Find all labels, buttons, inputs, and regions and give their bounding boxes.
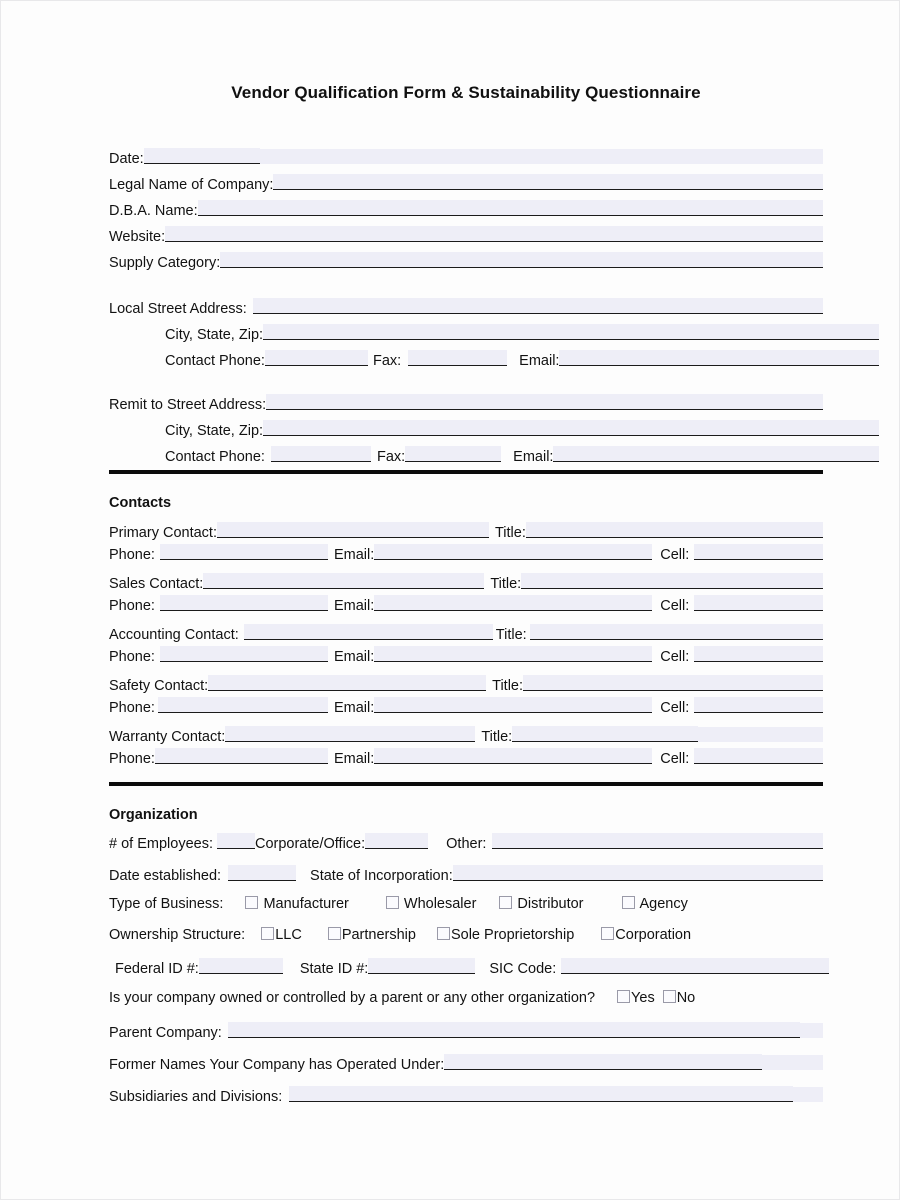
checkbox-label-partnership: Partnership: [341, 927, 416, 943]
local-fax-label: Fax:: [372, 353, 402, 369]
former-names-trailing-tint: [762, 1055, 823, 1070]
remit-phone-input[interactable]: [271, 446, 371, 462]
date-label: Date:: [109, 151, 144, 167]
checkbox-label-wholesaler: Wholesaler: [403, 896, 477, 912]
sic-code-label: SIC Code:: [489, 961, 557, 977]
contact-phone-input-sales[interactable]: [160, 595, 328, 611]
contact-name-input-sales[interactable]: [203, 573, 484, 589]
date-established-input[interactable]: [228, 865, 296, 881]
remit-email-label: Email:: [513, 449, 554, 465]
contact-cell-label-warranty: Cell:: [660, 751, 690, 767]
local-city-state-zip-label: City, State, Zip:: [165, 327, 264, 343]
contact-email-label-warranty: Email:: [333, 751, 375, 767]
website-label: Website:: [109, 229, 166, 245]
contact-phone-label-warranty: Phone:: [109, 751, 155, 767]
contact-cell-input-accounting[interactable]: [694, 646, 823, 662]
field-date-established-line: [109, 864, 823, 884]
contact-email-label-accounting: Email:: [333, 649, 375, 665]
checkbox-option-partnership[interactable]: [328, 926, 416, 943]
local-street-address-label: Local Street Address:: [109, 301, 247, 317]
remit-phone-label: Contact Phone:: [165, 449, 265, 465]
corporate-office-label: Corporate/Office:: [254, 836, 366, 852]
parent-company-input[interactable]: [228, 1022, 800, 1038]
local-fax-input[interactable]: [408, 350, 507, 366]
state-of-incorporation-label: State of Incorporation:: [310, 868, 453, 884]
dba-name-input[interactable]: [198, 200, 823, 216]
field-website: [109, 225, 823, 245]
checkbox-option-manufacturer[interactable]: [245, 895, 348, 912]
checkbox-icon[interactable]: [245, 896, 258, 909]
field-contact-comm-sales: [109, 594, 823, 614]
checkbox-icon[interactable]: [622, 896, 635, 909]
subsidiaries-trailing-tint: [793, 1087, 823, 1102]
local-phone-label: Contact Phone:: [165, 353, 265, 369]
employees-input[interactable]: [217, 833, 255, 849]
contact-title-label-primary: Title:: [494, 525, 526, 541]
contact-phone-input-accounting[interactable]: [160, 646, 328, 662]
checkbox-icon[interactable]: [437, 927, 450, 940]
field-contact-name-accounting: [109, 623, 823, 643]
checkbox-label-agency: Agency: [639, 896, 688, 912]
contact-cell-input-safety[interactable]: [694, 697, 823, 713]
contact-cell-input-sales[interactable]: [694, 595, 823, 611]
contact-phone-label-primary: Phone:: [109, 547, 155, 563]
checkbox-icon[interactable]: [328, 927, 341, 940]
contact-name-label-safety: Safety Contact:: [109, 678, 209, 694]
field-contact-name-primary: [109, 521, 823, 541]
contacts-heading: Contacts: [109, 495, 172, 511]
local-street-address-input[interactable]: [253, 298, 823, 314]
contact-email-label-primary: Email:: [333, 547, 375, 563]
field-local-contact-line: [109, 349, 879, 369]
checkbox-label-llc: LLC: [275, 927, 302, 943]
parent-company-trailing-tint: [800, 1023, 823, 1038]
contact-name-input-warranty[interactable]: [225, 726, 475, 742]
contact-name-input-accounting[interactable]: [244, 624, 493, 640]
field-contact-comm-warranty: [109, 747, 823, 767]
state-id-label: State ID #:: [299, 961, 369, 977]
date-trailing-tint: [260, 149, 823, 164]
parent-question-text: Is your company owned or controlled by a parent or any other organization?: [109, 990, 596, 1006]
supply-category-input[interactable]: [220, 252, 823, 268]
checkbox-option-parent-no[interactable]: [663, 989, 696, 1006]
contact-phone-input-primary[interactable]: [160, 544, 328, 560]
contact-name-label-accounting: Accounting Contact:: [109, 627, 239, 643]
state-id-input[interactable]: [368, 958, 475, 974]
contact-name-label-sales: Sales Contact:: [109, 576, 204, 592]
contact-title-label-sales: Title:: [490, 576, 522, 592]
local-phone-input[interactable]: [265, 350, 368, 366]
contact-title-trailing-tint-warranty: [698, 727, 823, 742]
contact-cell-input-warranty[interactable]: [694, 748, 823, 764]
field-contact-name-sales: [109, 572, 823, 592]
field-employees-line: [109, 832, 823, 852]
parent-company-label: Parent Company:: [109, 1025, 222, 1041]
local-email-label: Email:: [519, 353, 560, 369]
contact-title-input-accounting[interactable]: [530, 624, 823, 640]
checkbox-option-wholesaler[interactable]: [386, 895, 477, 912]
contact-email-input-safety[interactable]: [374, 697, 652, 713]
field-contact-comm-safety: [109, 696, 823, 716]
checkbox-label-yes: Yes: [631, 990, 655, 1006]
date-input[interactable]: [144, 148, 260, 164]
contact-title-label-safety: Title:: [492, 678, 524, 694]
field-type-of-business: [109, 895, 823, 912]
former-names-input[interactable]: [444, 1054, 762, 1070]
field-local-city-state-zip: [109, 323, 879, 343]
field-parent-question: [109, 989, 823, 1006]
remit-street-address-input[interactable]: [266, 394, 823, 410]
contact-email-label-sales: Email:: [333, 598, 375, 614]
contact-title-input-sales[interactable]: [521, 573, 823, 589]
checkbox-icon[interactable]: [601, 927, 614, 940]
sic-code-input[interactable]: [561, 958, 829, 974]
corporate-office-input[interactable]: [365, 833, 428, 849]
contact-email-input-warranty[interactable]: [374, 748, 652, 764]
checkbox-option-corporation[interactable]: [601, 926, 691, 943]
contact-name-label-primary: Primary Contact:: [109, 525, 217, 541]
contact-phone-input-safety[interactable]: [158, 697, 328, 713]
contact-email-input-primary[interactable]: [374, 544, 652, 560]
contact-title-label-accounting: Title:: [495, 627, 527, 643]
subsidiaries-input[interactable]: [289, 1086, 793, 1102]
field-contact-name-warranty: [109, 725, 823, 745]
contact-cell-label-primary: Cell:: [660, 547, 690, 563]
checkbox-icon[interactable]: [386, 896, 399, 909]
contact-cell-label-sales: Cell:: [660, 598, 690, 614]
contact-name-input-primary[interactable]: [217, 522, 489, 538]
field-remit-city-state-zip: [109, 419, 879, 439]
checkbox-label-corporation: Corporation: [615, 927, 692, 943]
remit-fax-label: Fax:: [376, 449, 406, 465]
section-divider-organization: [109, 782, 823, 786]
contact-email-input-accounting[interactable]: [374, 646, 652, 662]
field-subsidiaries: [109, 1085, 823, 1105]
field-former-names: [109, 1053, 823, 1073]
contact-name-input-safety[interactable]: [208, 675, 486, 691]
remit-city-state-zip-label: City, State, Zip:: [165, 423, 264, 439]
checkbox-label-no: No: [676, 990, 696, 1006]
contact-name-label-warranty: Warranty Contact:: [109, 729, 226, 745]
dba-name-label: D.B.A. Name:: [109, 203, 198, 219]
field-remit-street-address: [109, 393, 823, 413]
contact-title-label-warranty: Title:: [481, 729, 513, 745]
field-ids-line: [109, 957, 829, 977]
local-email-input[interactable]: [559, 350, 879, 366]
supply-category-label: Supply Category:: [109, 255, 221, 271]
section-divider-contacts: [109, 470, 823, 474]
checkbox-option-agency[interactable]: [622, 895, 688, 912]
type-of-business-label: Type of Business:: [109, 896, 224, 912]
contact-title-input-safety[interactable]: [523, 675, 823, 691]
checkbox-option-llc[interactable]: [261, 926, 302, 943]
subsidiaries-label: Subsidiaries and Divisions:: [109, 1089, 283, 1105]
website-input[interactable]: [165, 226, 823, 242]
employees-label: # of Employees:: [109, 836, 213, 852]
contact-cell-label-accounting: Cell:: [660, 649, 690, 665]
federal-id-input[interactable]: [199, 958, 283, 974]
checkbox-icon[interactable]: [499, 896, 512, 909]
field-local-street-address: [109, 297, 823, 317]
other-input[interactable]: [492, 833, 823, 849]
local-city-state-zip-input[interactable]: [263, 324, 879, 340]
checkbox-option-distributor[interactable]: [499, 895, 583, 912]
field-legal-name: [109, 173, 823, 193]
field-contact-comm-accounting: [109, 645, 823, 665]
field-supply-category: [109, 251, 823, 271]
remit-city-state-zip-input[interactable]: [263, 420, 879, 436]
contact-email-label-safety: Email:: [333, 700, 375, 716]
contact-email-input-sales[interactable]: [374, 595, 652, 611]
remit-street-address-label: Remit to Street Address:: [109, 397, 267, 413]
contact-title-input-primary[interactable]: [526, 522, 823, 538]
field-ownership-structure: [109, 926, 823, 943]
contact-title-input-warranty[interactable]: [512, 726, 698, 742]
checkbox-icon[interactable]: [663, 990, 676, 1003]
federal-id-label: Federal ID #:: [115, 961, 199, 977]
checkbox-label-sole-proprietorship: Sole Proprietorship: [450, 927, 575, 943]
remit-fax-input[interactable]: [405, 446, 501, 462]
contact-phone-input-warranty[interactable]: [155, 748, 328, 764]
checkbox-label-distributor: Distributor: [517, 896, 584, 912]
field-parent-company: [109, 1021, 823, 1041]
contact-cell-input-primary[interactable]: [694, 544, 823, 560]
other-label: Other:: [446, 836, 487, 852]
checkbox-option-sole-proprietorship[interactable]: [437, 926, 574, 943]
contact-phone-label-sales: Phone:: [109, 598, 155, 614]
field-dba-name: [109, 199, 823, 219]
field-remit-contact-line: [109, 445, 879, 465]
checkbox-icon[interactable]: [617, 990, 630, 1003]
page-title: Vendor Qualification Form & Sustainability Questionnaire: [231, 83, 701, 102]
field-date: [109, 147, 823, 167]
checkbox-label-manufacturer: Manufacturer: [263, 896, 349, 912]
contact-cell-label-safety: Cell:: [660, 700, 690, 716]
state-of-incorporation-input[interactable]: [453, 865, 823, 881]
former-names-label: Former Names Your Company has Operated Under:: [109, 1057, 445, 1073]
ownership-structure-label: Ownership Structure:: [109, 927, 246, 943]
organization-heading: Organization: [109, 807, 198, 823]
contact-phone-label-accounting: Phone:: [109, 649, 155, 665]
date-established-label: Date established:: [109, 868, 222, 884]
legal-name-input[interactable]: [273, 174, 823, 190]
remit-email-input[interactable]: [553, 446, 879, 462]
checkbox-option-parent-yes[interactable]: [617, 989, 655, 1006]
contact-phone-label-safety: Phone:: [109, 700, 155, 716]
field-contact-comm-primary: [109, 543, 823, 563]
legal-name-label: Legal Name of Company:: [109, 177, 274, 193]
field-contact-name-safety: [109, 674, 823, 694]
checkbox-icon[interactable]: [261, 927, 274, 940]
